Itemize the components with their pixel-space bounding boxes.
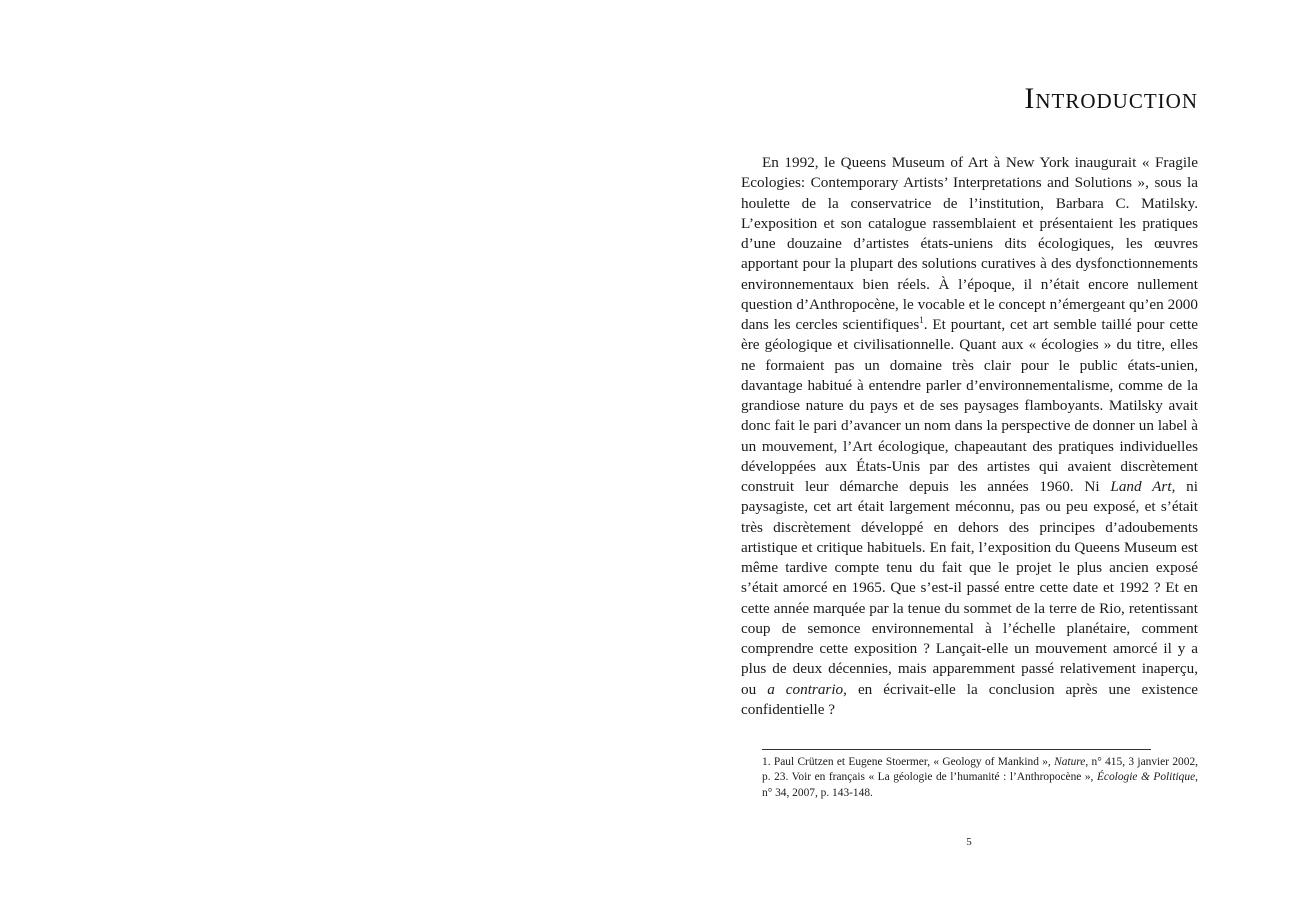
footnote-text-segment: , n° 415, 3 janvier 2002, p. 23. Voir en français « La géologie de l’humanité : l’Anthropocène »,	[762, 756, 1198, 784]
footnote	[762, 755, 1198, 801]
body-text-segment: . Et pourtant, cet art semble taillé pour cette ère géologique et civilisationnelle. Quant aux « écologies » du titre, elles ne formaient pas un domaine très clair pour le public états-unien, davantage habitué à entendre parler d’environnementalisme, comme de la grandiose nature du pays et de ses paysages flamboyants. Matilsky avait donc fait le pari d’avancer un nom dans la perspective de donner un label à un mouvement, l’Art écologique, chapeautant des pratiques individuelles développées aux États-Unis par des artistes qui avaient discrètement construit leur démarche depuis les années 1960. Ni	[741, 316, 1198, 495]
body-text-segment: En 1992, le Queens Museum of Art à New York inaugurait « Fragile Ecologies: Contemporary Artists’ Interpretations and Solutions », sous la houlette de la conservatrice de l’institution, Barbara C. Matilsky. L’exposition et son catalogue rassemblaient et présentaient les pratiques d’une douzaine d’artistes états-uniens dits écologiques, les œuvres apportant pour la plupart des solutions curatives à des dysfonctionnements environnementaux bien réels. À l’époque, il n’était encore nullement question d’Anthropocène, le vocable et le concept n’émergeant qu’en 2000 dans les cercles scientifiques	[741, 154, 1198, 333]
footnote-reference: 1	[919, 314, 924, 325]
italic-term: Land Art	[1110, 478, 1172, 495]
body-paragraph	[741, 153, 1198, 720]
page-number: 5	[966, 836, 972, 848]
footnote-text-segment: , n° 34, 2007, p. 143-148.	[762, 771, 1198, 799]
body-text-segment: , en écrivait-elle la conclusion après une existence confidentielle ?	[741, 680, 1198, 718]
footnote-text-segment: 1. Paul Crützen et Eugene Stoermer, « Geology of Mankind »,	[762, 756, 1055, 768]
right-page	[646, 0, 1292, 904]
body-text-segment: , ni paysagiste, cet art était largement méconnu, pas ou peu exposé, et s’était très discrètement développé en dehors des principes d’adoubements artistique et critique habituels. En fait, l’exposition du Queens Museum est même tardive compte tenu du fait que le projet le plus ancien exposé s’était amorcé en 1965. Que s’est-il passé entre cette date et 1992 ? Et en cette année marquée par la tenue du sommet de la terre de Rio, retentissant coup de semonce environnemental à l’échelle planétaire, comment comprendre cette exposition ? Lançait-elle un mouvement amorcé il y a plus de deux décennies, mais apparemment passé relativement inaperçu, ou	[741, 478, 1198, 698]
footnote-italic: Écologie & Politique	[1096, 771, 1196, 784]
footnote-divider	[762, 749, 1151, 750]
italic-term: a contrario	[767, 680, 844, 698]
footnote-italic: Nature	[1054, 756, 1086, 768]
chapter-title: Introduction	[1024, 82, 1198, 115]
